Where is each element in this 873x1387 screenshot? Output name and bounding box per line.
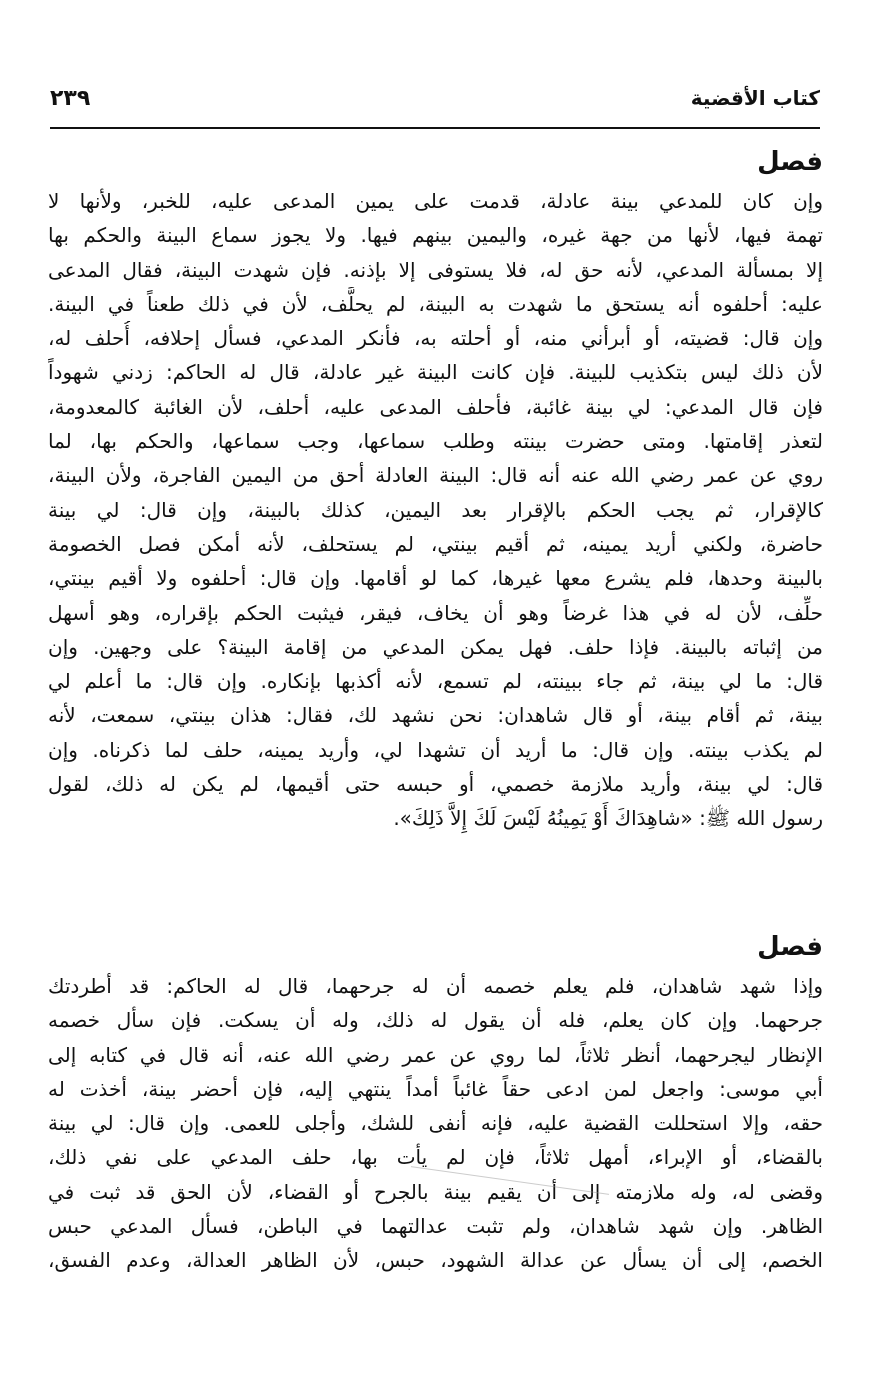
text-line: جرحهما. وإن كان يعلم، فله أن يقول له ذلك، وله أن يسكت. فإن سأل خصمه <box>48 1008 823 1033</box>
text-line: وقضى له، وله ملازمته إلى أن يقيم بينة بالجرح أو القضاء، لأن الحق قد ثبت في <box>48 1179 823 1204</box>
text-line: الظاهر. وإن شهد شاهدان، ولم تثبت عدالتهما في الباطن، فسأل المدعي حبس <box>48 1214 823 1239</box>
text-line: عليه: أحلفوه أنه يستحق ما شهدت به البينة، لم يحلَّف، لأن في ذلك طعناً في البينة. <box>48 291 823 316</box>
text-line: وإن قال: قضيته، أو أبرأني منه، أو أحلته به، فأنكر المدعي، فسأل إحلافه، أُحلف له، <box>48 326 823 351</box>
section-heading: فصل <box>757 932 823 962</box>
section-body <box>48 969 823 1278</box>
text-line: تهمة فيها، لأنها من جهة غيره، واليمين بينهم فيها. ولا يجوز سماع البينة والحكم بها <box>48 223 823 248</box>
text-line: حقه، وإلا استحللت القضية عليه، فإنه أنفى للشك، وأجلى للعمى. وإن قال: لي بينة <box>48 1111 823 1136</box>
text-line: أبي موسى: واجعل لمن ادعى حقاً غائباً أمداً ينتهي إليه، فإن أحضر بينة، أخذت له <box>48 1076 823 1101</box>
running-header <box>50 82 820 122</box>
text-line: الخصم، إلى أن يسأل عن عدالة الشهود، حبس، لأن الظاهر العدالة، وعدم الفسق، <box>48 1248 823 1273</box>
header-rule <box>50 127 820 129</box>
text-line: روي عن عمر رضي الله عنه أنه قال: البينة العادلة أحق من اليمين الفاجرة، ولأن البينة، <box>48 463 823 488</box>
text-line: فإن قال المدعي: لي بينة غائبة، فأحلف المدعى عليه، أحلف، لأن الغائبة كالمعدومة، <box>48 394 823 419</box>
book-title: كتاب الأقضية <box>690 86 820 110</box>
text-line: الإنظار ليجرحهما، أنظر ثلاثاً، لما روي عن عمر رضي الله عنه، أنه قال في كتابه إلى <box>48 1042 823 1067</box>
page-number: ٢٣٩ <box>50 86 91 111</box>
text-line: لأن ذلك ليس بتكذيب للبينة. فإن كانت البينة غير عادلة، قال له الحاكم: زدني شهوداً <box>48 360 823 385</box>
section-heading: فصل <box>757 147 823 177</box>
text-line: قال: ما لي بينة، ثم جاء ببينته، لم تسمع، لأنه أكذبها بإنكاره. وإن قال: ما أعلم لي <box>48 669 823 694</box>
text-line: بالقضاء، أو الإبراء، أمهل ثلاثاً، فإن لم يأت بها، حلف المدعي على نفي ذلك، <box>48 1145 823 1170</box>
text-line: لم يكذب بينته. وإن قال: ما أريد أن تشهدا لي، وأريد يمينه، حلف لما ذكرناه. وإن <box>48 737 823 762</box>
text-line: لتعذر إقامتها. ومتى حضرت بينته وطلب سماعها، وجب سماعها، والحكم بها، لما <box>48 429 823 454</box>
text-line: وإن كان للمدعي بينة عادلة، قدمت على يمين المدعى عليه، للخبر، ولأنها لا <box>48 189 823 213</box>
text-line: بينة، ثم أقام بينة، أو قال شاهدان: نحن نشهد لك، فقال: هذان بينتي، سمعت، لأنه <box>48 703 823 728</box>
text-line: قال: لي بينة، وأريد ملازمة خصمي، أو حبسه حتى أقيمها، لم يكن له ذلك، لقول <box>48 772 823 797</box>
text-line: إلا بمسألة المدعي، لأنه حق له، فلا يستوفى إلا بإذنه. فإن شهدت البينة، فقال المدعى <box>48 257 823 282</box>
text-line: وإذا شهد شاهدان، فلم يعلم خصمه أن له جرحهما، قال له الحاكم: قد أطردتك <box>48 974 823 998</box>
text-line: بالبينة وحدها، فلم يشرع معها غيرها، كما لو أقامها. وإن قال: أحلفوه ولا أقيم بينتي، <box>48 566 823 591</box>
section-body <box>48 184 823 836</box>
text-line: حاضرة، ولكني أريد يمينه، ثم أقيم بينتي، لم يستحلف، لأنه أمكن فصل الخصومة <box>48 531 823 556</box>
text-line: كالإقرار، ثم يجب الحكم بالإقرار بعد اليمين، كذلك بالبينة، وإن قال: لي بينة <box>48 497 823 522</box>
section-2 <box>48 925 823 1278</box>
text-line: حلِّف، لأن له في هذا غرضاً وهو أن يخاف، فيقر، فيثبت الحكم بإقراره، وهو أسهل <box>48 600 823 625</box>
text-line: من إثباته بالبينة. فإذا حلف. فهل يمكن المدعي من إقامة البينة؟ على وجهين. وإن <box>48 634 823 659</box>
text-line: رسول الله ﷺ: «شاهِدَاكَ أَوْ يَمِينُهُ لَيْسَ لَكَ إِلاَّ ذَلِكَ». <box>393 806 823 831</box>
section-1 <box>48 140 823 836</box>
